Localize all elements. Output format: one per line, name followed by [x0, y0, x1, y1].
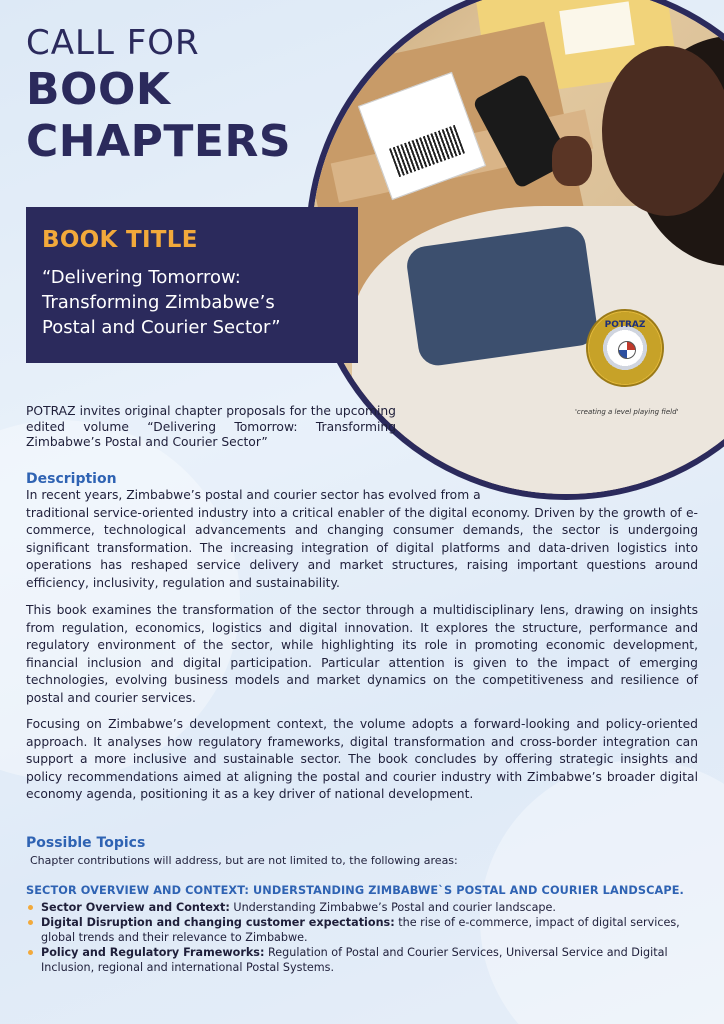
book-title-line: “Delivering Tomorrow:	[42, 267, 241, 288]
description-paragraph-2: This book examines the transformation of the sector through a multidisciplinary lens, drawing on insights from regulation, economics, logistics and digital innovation. It explores the structure, performance and regulatory environment of the sector, while highlighting its role in promoting economic development, financial inclusion and digital participation. Particular attention is given to the impact of emerging technologies, evolving business models and market dynamics on the competitiveness and resilience of postal and courier services.	[26, 603, 698, 705]
title-line-chapters: CHAPTERS	[26, 116, 292, 167]
topic-lead: Sector Overview and Context:	[41, 901, 230, 914]
book-title-line: Transforming Zimbabwe’s	[42, 292, 275, 313]
description-heading: Description	[26, 471, 117, 487]
title-line-call-for: CALL FOR	[26, 23, 200, 63]
book-title-heading: BOOK TITLE	[42, 227, 198, 253]
logo-emblem-icon	[618, 341, 636, 359]
potraz-logo	[586, 309, 664, 387]
list-item	[28, 945, 700, 975]
topics-subheading: SECTOR OVERVIEW AND CONTEXT: UNDERSTANDING ZIMBABWE`S POSTAL AND COURIER LANDSCAPE.	[26, 884, 684, 897]
list-item	[28, 900, 700, 915]
topics-intro: Chapter contributions will address, but are not limited to, the following areas:	[30, 854, 458, 867]
topic-text: the rise of e-commerce, impact of digital services, global trends and their relevance to Zimbabwe.	[41, 916, 680, 944]
logo-ring-text: POTRAZ	[604, 320, 646, 330]
book-title-panel	[26, 207, 358, 363]
description-paragraph-3: Focusing on Zimbabwe’s development context, the volume adopts a forward-looking and policy-oriented approach. It analyses how regulatory frameworks, digital transformation and cross-border integration can support a more inclusive and sustainable sector. The book concludes by offering strategic insights and policy recommendations aimed at aligning the postal and courier industry with Zimbabwe’s broader digital economy agenda, positioning it as a key driver of national development.	[26, 717, 698, 801]
topic-text: Regulation of Postal and Courier Services, Universal Service and Digital Inclusion, regional and international Postal Systems.	[41, 946, 668, 974]
list-item	[28, 915, 700, 945]
page-title	[26, 22, 291, 168]
topic-text: Understanding Zimbabwe’s Postal and courier landscape.	[229, 901, 556, 914]
intro-paragraph	[26, 404, 396, 451]
photo-person-jeans	[405, 224, 600, 368]
topic-lead: Digital Disruption and changing customer expectations:	[41, 916, 395, 929]
bullet-icon	[28, 920, 33, 925]
intro-text: POTRAZ invites original chapter proposals for the upcoming edited volume “Delivering Tomorrow: Transforming Zimbabwe’s Postal and Courier Sector”	[26, 404, 396, 449]
topics-list	[28, 900, 700, 975]
description-first-line: In recent years, Zimbabwe’s postal and courier sector has evolved from a	[26, 488, 481, 502]
photo-person-hand	[552, 136, 592, 186]
photo-person-head	[602, 46, 724, 216]
logo-tagline: 'creating a level playing field'	[575, 408, 679, 416]
title-line-book: BOOK	[26, 64, 171, 115]
bullet-icon	[28, 950, 33, 955]
book-title-text	[42, 265, 342, 340]
description-paragraph-1	[26, 487, 698, 592]
bullet-icon	[28, 905, 33, 910]
description-paragraph-1-text: traditional service-oriented industry into a critical enabler of the digital economy. Driven by the growth of e-commerce, technological advancements and changing consumer demands, the sector is undergoing significant transformation. The increasing integration of digital platforms and data-driven logistics into operations has reshaped service delivery and market structures, raising important questions around efficiency, inclusivity, regulation and sustainability.	[26, 505, 698, 590]
book-title-line: Postal and Courier Sector”	[42, 317, 281, 338]
topic-lead: Policy and Regulatory Frameworks:	[41, 946, 265, 959]
topics-heading: Possible Topics	[26, 835, 146, 851]
